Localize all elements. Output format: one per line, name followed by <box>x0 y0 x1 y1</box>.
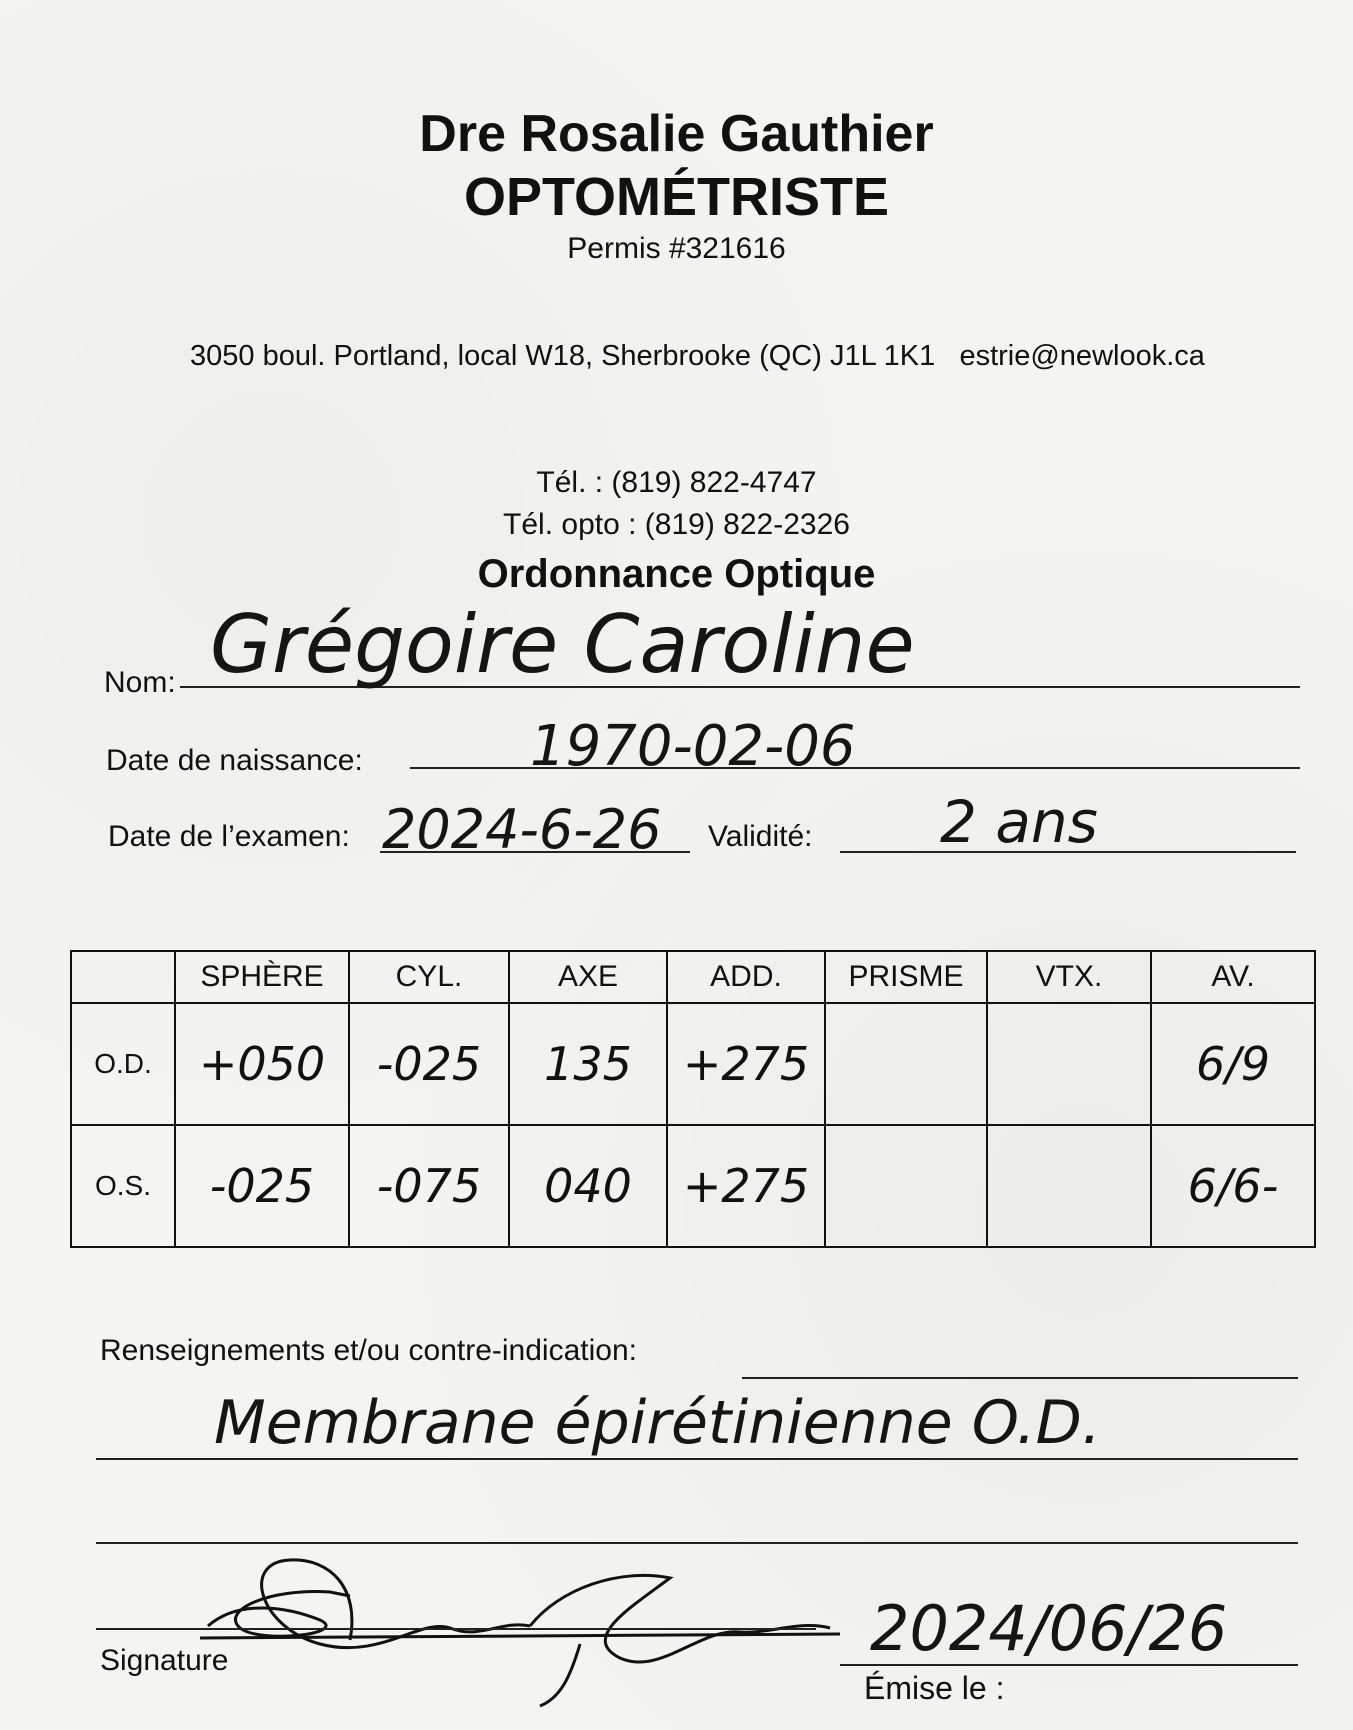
validity-label: Validité: <box>708 820 813 853</box>
os-cylinder: -075 <box>349 1125 509 1247</box>
eye-label-os: O.S. <box>71 1125 175 1247</box>
os-add: +275 <box>667 1125 825 1247</box>
od-acuity: 6/9 <box>1151 1003 1315 1125</box>
signature-label: Signature <box>100 1644 229 1677</box>
notes-line-1 <box>742 1377 1298 1379</box>
clinic-email: estrie@newlook.ca <box>959 340 1205 372</box>
form-title: Ordonnance Optique <box>477 552 876 596</box>
issue-date-value: 2024/06/26 <box>870 1592 1228 1665</box>
column-header-acuity: AV. <box>1151 951 1315 1003</box>
notes-line-2 <box>96 1458 1298 1460</box>
clinic-address-line <box>190 340 1205 373</box>
os-sphere: -025 <box>175 1125 349 1247</box>
od-axis: 135 <box>509 1003 667 1125</box>
notes-label: Renseignements et/ou contre-indication: <box>100 1334 637 1367</box>
table-header-row <box>71 951 1315 1003</box>
clinic-phone: Tél. : (819) 822-4747 <box>536 466 817 499</box>
permit-number: Permis #321616 <box>567 232 786 265</box>
column-header-axis: AXE <box>509 951 667 1003</box>
name-label: Nom: <box>104 666 176 699</box>
exam-date-value: 2024-6-26 <box>382 798 662 861</box>
os-axis: 040 <box>509 1125 667 1247</box>
os-prism <box>825 1125 987 1247</box>
table-row-os <box>71 1125 1315 1247</box>
od-vertex <box>987 1003 1151 1125</box>
notes-value: Membrane épirétinienne O.D. <box>214 1388 1101 1458</box>
signature-line <box>96 1628 816 1630</box>
column-header-cylinder: CYL. <box>349 951 509 1003</box>
od-prism <box>825 1003 987 1125</box>
column-header-sphere: SPHÈRE <box>175 951 349 1003</box>
dob-label: Date de naissance: <box>106 744 363 777</box>
column-header-prism: PRISME <box>825 951 987 1003</box>
table-row-od <box>71 1003 1315 1125</box>
od-cylinder: -025 <box>349 1003 509 1125</box>
validity-value: 2 ans <box>940 788 1098 856</box>
exam-date-label: Date de l’examen: <box>108 820 350 853</box>
doctor-name: Dre Rosalie Gauthier <box>419 105 934 163</box>
optometrist-phone: Tél. opto : (819) 822-2326 <box>503 508 850 541</box>
issue-date-label: Émise le : <box>864 1670 1005 1706</box>
os-acuity: 6/6- <box>1151 1125 1315 1247</box>
clinic-address: 3050 boul. Portland, local W18, Sherbrooke (QC) J1L 1K1 <box>190 340 936 372</box>
od-add: +275 <box>667 1003 825 1125</box>
os-vertex <box>987 1125 1151 1247</box>
od-sphere: +050 <box>175 1003 349 1125</box>
column-header-vertex: VTX. <box>987 951 1151 1003</box>
dob-value: 1970-02-06 <box>530 714 856 779</box>
column-header-add: ADD. <box>667 951 825 1003</box>
eye-label-od: O.D. <box>71 1003 175 1125</box>
notes-line-3 <box>96 1542 1298 1544</box>
profession-title: OPTOMÉTRISTE <box>463 167 890 227</box>
column-header <box>71 951 175 1003</box>
prescription-table <box>70 950 1316 1248</box>
name-value: Grégoire Caroline <box>210 598 915 691</box>
